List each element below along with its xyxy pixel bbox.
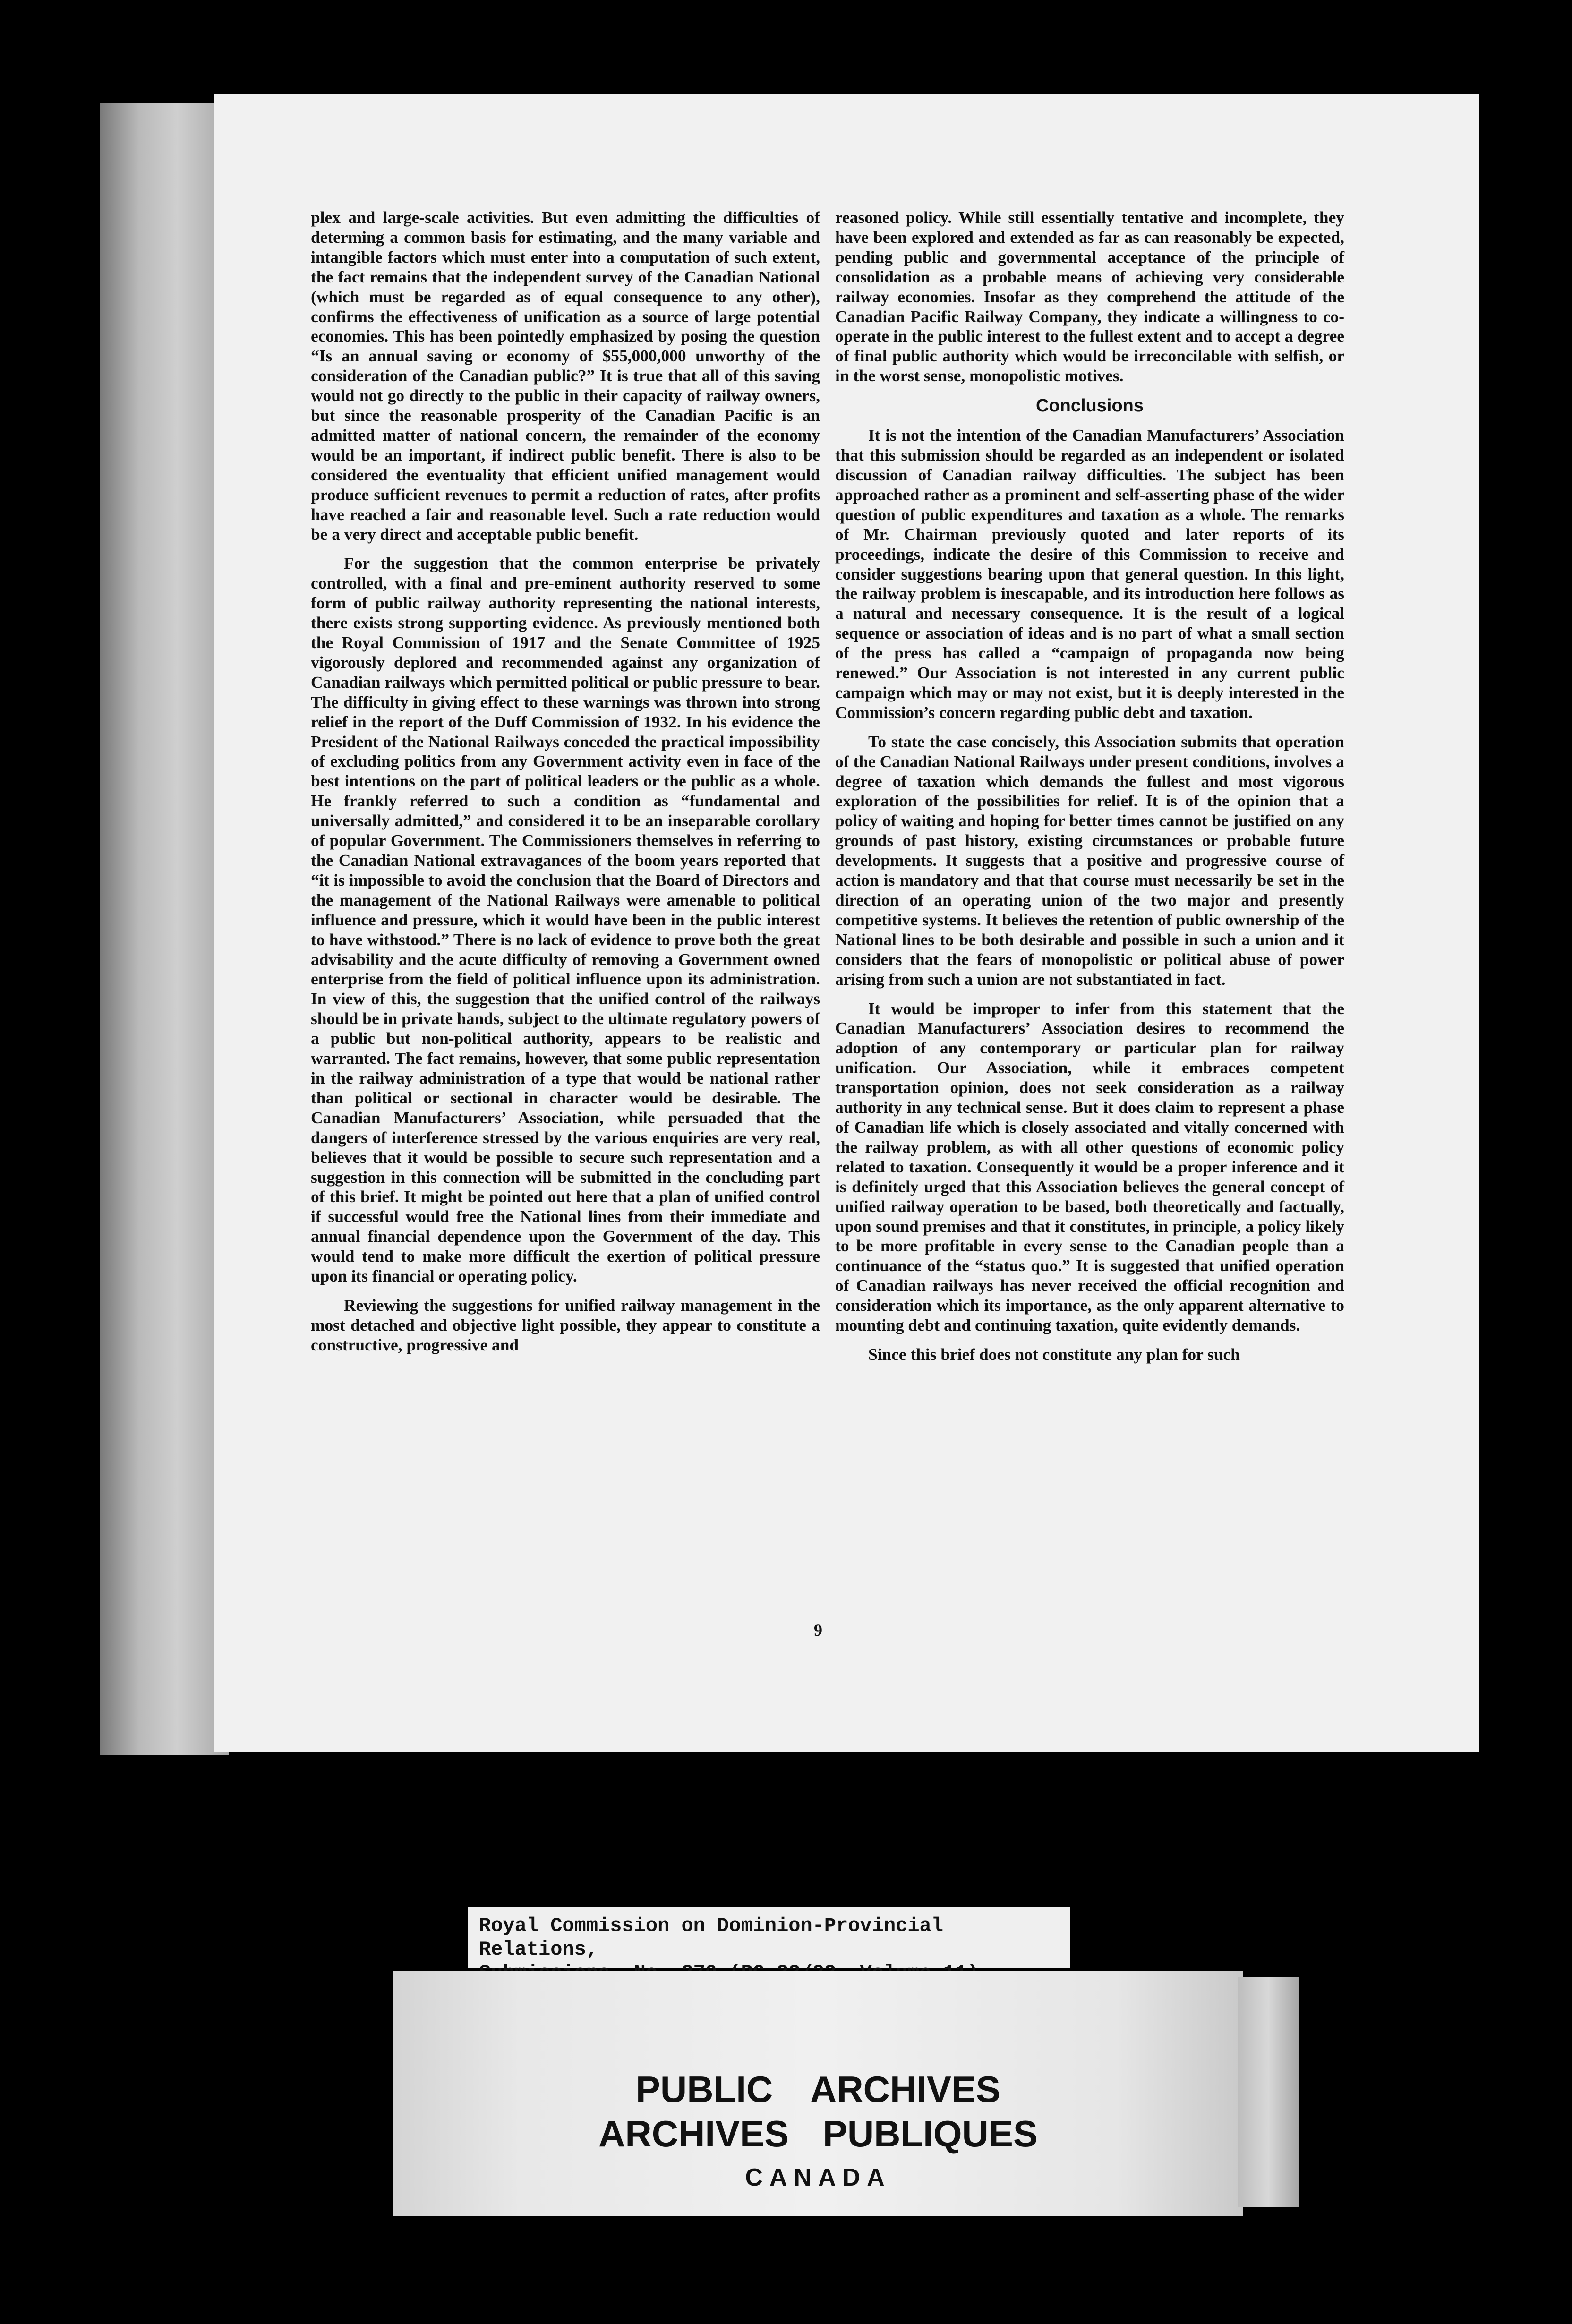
stamp-line: ARCHIVES PUBLIQUES (598, 2113, 1038, 2154)
paragraph: To state the case concisely, this Association submits that operation of the Canadian National Railways under present conditions, involves a degree of taxation which demands the fullest and most vigorous exploration of the possibilities for relief. It is of the opinion that a policy of waiting and hoping for better times cannot be justified on any grounds of past history, existing circumstances or probable future developments. It suggests that a positive and progressive course of action is mandatory and that that course must necessarily be set in the direction of an operating union of the two major and presently competitive systems. It believes the retention of public ownership of the National lines to be both desirable and possible in such a union and it considers that the fears of monopolistic or political abuse of power arising from such a union are not substantiated in fact. (835, 732, 1344, 989)
paragraph: It is not the intention of the Canadian Manufacturers’ Association that this submission should be regarded as an independent or isolated discussion of Canadian railway difficulties. The subject has been approached rather as a prominent and self-asserting phase of the wider question of public expenditures and taxation as a whole. The remarks of Mr. Chairman previously quoted and later reports of its proceedings, indicate the desire of this Commission to receive and consider suggestions bearing upon that general question. In this light, the railway problem is inescapable, and its introduction here follows as a natural and necessary consequence. It is the result of a logical sequence or association of ideas and is no part of what a small section of the press has called a “campaign of propaganda now being renewed.” Our Association is not interested in any current public campaign which may or may not exist, but it is deeply interested in the Commission’s concern regarding public debt and taxation. (835, 426, 1344, 722)
right-column (835, 208, 1344, 1374)
paragraph: reasoned policy. While still essentially tentative and incomplete, they have been explored and extended as far as can reasonably be expected, pending public and governmental acceptance of the principle of consolidation as a probable means of achieving very considerable railway economies. Insofar as they comprehend the attitude of the Canadian Pacific Railway Company, they indicate a willingness to co-operate in the public interest to the fullest extent and to accept a degree of final public authority which would be irreconcilable with selfish, or in the worst sense, monopolistic motives. (835, 208, 1344, 385)
section-heading: Conclusions (1035, 396, 1144, 416)
stamp-line: PUBLIC ARCHIVES (635, 2068, 1001, 2110)
paragraph: Since this brief does not constitute any plan for such (868, 1344, 1240, 1364)
stamp-tab (1238, 1977, 1299, 2207)
stamp-line: CANADA (745, 2164, 891, 2191)
paragraph: plex and large-scale activities. But even admitting the difficulties of determing a common basis for estimating, and the many variable and intangible factors which must enter into a computation of such extent, the fact remains that the independent survey of the Canadian National (which must be regarded as of equal consequence to any other), confirms the effectiveness of unification as a source of large potential economies. This has been pointedly emphasized by posing the question “Is an annual saving or economy of $55,000,000 unworthy of the consideration of the Canadian public?” It is true that all of this saving would not go directly to the public in their capacity of railway owners, but since the reasonable prosperity of the Canadian Pacific is an admitted matter of national concern, the remainder of the economy would be an important, if indirect public benefit. There is also to be considered the eventuality that efficient unified management would produce sufficient revenues to permit a reduction of rates, after profits have reached a fair and reasonable level. Such a rate reduction would be a very direct and acceptable public benefit. (311, 208, 820, 544)
paragraph: It would be improper to infer from this statement that the Canadian Manufacturers’ Association desires to recommend the adoption of any contemporary or particular plan for railway unification. Our Association, while it embraces competent transportation opinion, does not seek consideration as a railway authority in any technical sense. But it does claim to represent a phase of Canadian life which is closely associated and vitally concerned with the railway problem, as with all other questions of economic policy related to taxation. Consequently it would be a proper inference and it is definitely urged that this Association believes the general concept of unified railway operation to be based, both theoretically and factually, upon sound premises and that it constitutes, in principle, a policy likely to be more profitable in every sense to the Canadian people than a continuance of the “status quo.” It is suggested that unified operation of Canadian railways has never received the official recognition and consideration which its importance, as the only apparent alternative to mounting debt and continuing taxation, quite evidently demands. (835, 999, 1344, 1335)
paragraph: Reviewing the suggestions for unified railway management in the most detached and objective light possible, they appear to constitute a constructive, progressive and (311, 1295, 820, 1354)
document-page (214, 94, 1479, 1752)
archive-citation-label (468, 1907, 1070, 1968)
page-number: 9 (814, 1621, 822, 1640)
paragraph: For the suggestion that the common enterprise be privately controlled, with a final and pre-eminent authority reserved to some form of public railway authority representing the national interests, there exists strong supporting evidence. As previously mentioned both the Royal Commission of 1917 and the Senate Committee of 1925 vigorously deplored and recommended against any organization of Canadian railways which permitted political or public pressure to bear. The difficulty in giving effect to these warnings was thrown into strong relief in the report of the Duff Commission of 1932. In his evidence the President of the National Railways conceded the practical impossibility of excluding politics from any Government activity even in face of the best intentions on the part of political leaders or the public as a whole. He frankly referred to such a condition as “fundamental and universally admitted,” and considered it to be an inseparable corollary of popular Government. The Commissioners themselves in referring to the Canadian National extravagances of the boom years reported that “it is impossible to avoid the conclusion that the Board of Directors and the management of the National Railways were amenable to political influence and pressure, which it would have been in the public interest to have withstood.” There is no lack of evidence to prove both the great advisability and the acute difficulty of removing a Government owned enterprise from the field of political influence upon its administration. In view of this, the suggestion that the unified control of the railways should be in private hands, subject to the ultimate regulatory powers of a public but non-political authority, appears to be realistic and warranted. The fact remains, however, that some public representation in the railway administration of a type that would be national rather than political or sectional in character would be desirable. The Canadian Manufacturers’ Association, while persuaded that the dangers of interference stressed by the various enquiries are very real, believes that it would be possible to secure such representation and a suggestion in this connection will be submitted in the concluding part of this brief. It might be pointed out here that a plan of unified control if successful would free the National lines from their immediate and annual financial dependence upon the Government of the day. This would tend to make more difficult the exertion of political pressure upon its financial or operating policy. (311, 554, 820, 1286)
facing-page-edge (100, 103, 229, 1755)
citation-line: Royal Commission on Dominion-Provincial Relations, (479, 1914, 943, 1961)
left-column (311, 208, 820, 1365)
